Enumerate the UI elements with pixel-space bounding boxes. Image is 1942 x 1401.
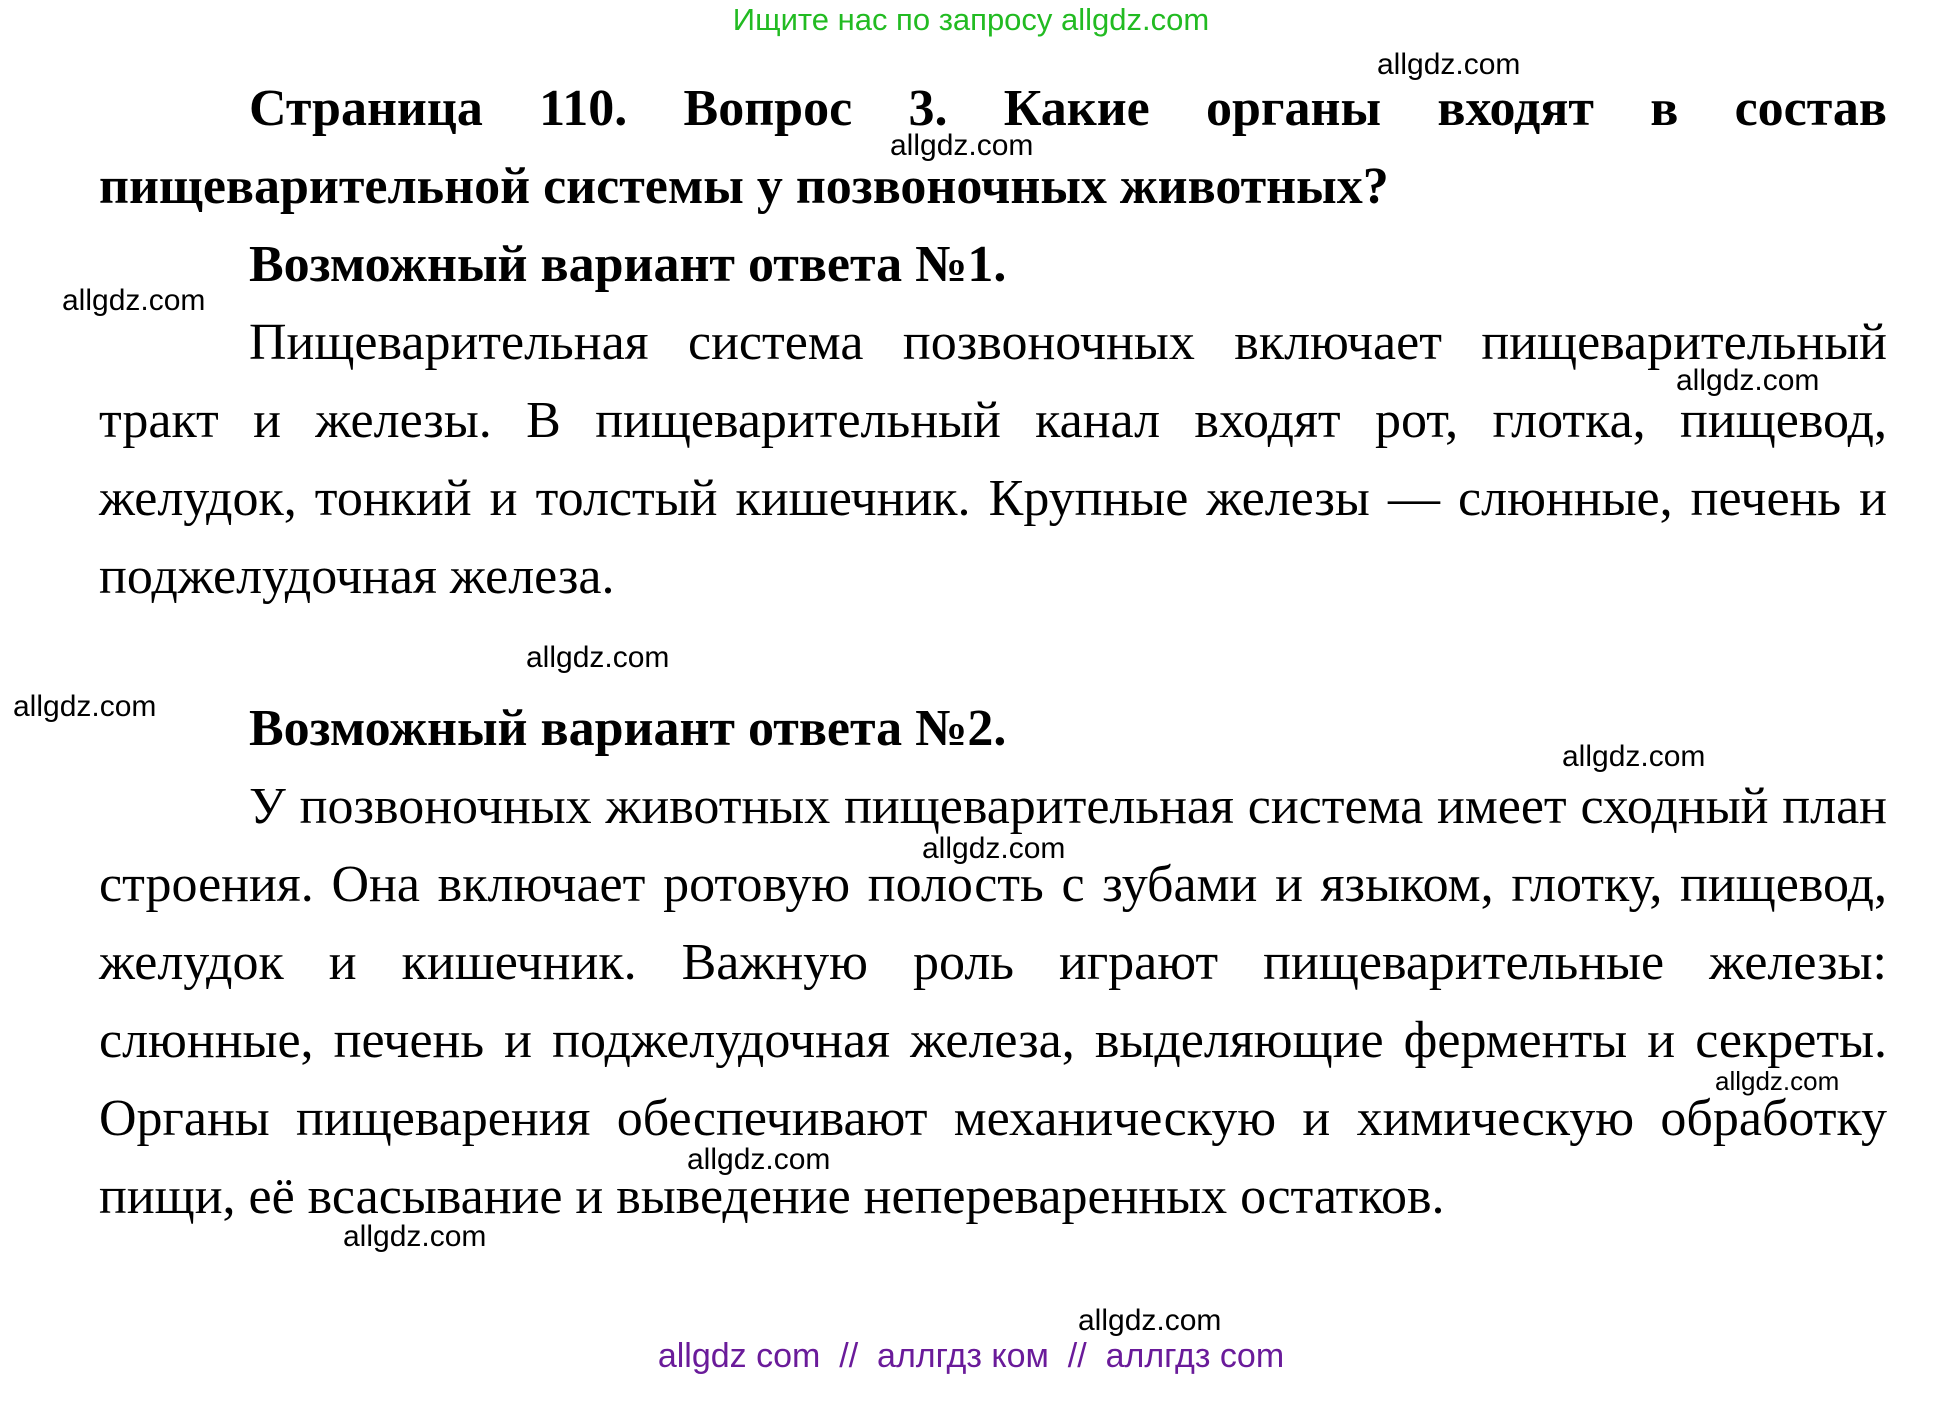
watermark: allgdz.com — [1377, 48, 1521, 81]
footer-links: allgdz com // аллгдз ком // аллгдз com — [657, 1337, 1285, 1375]
top-banner: Ищите нас по запросу allgdz.com — [732, 2, 1210, 37]
watermark: allgdz.com — [343, 1220, 487, 1253]
watermark: allgdz.com — [13, 690, 157, 723]
watermark: allgdz.com — [687, 1143, 831, 1176]
answer-1-text: Пищеварительная система позвоночных включает пищеварительный тракт и железы. В пищеварительный канал входят рот, глотка, пищевод, желудок, тонкий и толстый кишечник. Крупные железы — слюнные, печень и поджелудочная железа. — [99, 314, 1887, 605]
answer-1-title: Возможный вариант ответа №1. — [249, 236, 1007, 293]
watermark: allgdz.com — [1078, 1304, 1222, 1337]
watermark: allgdz.com — [526, 641, 670, 674]
watermark: allgdz.com — [1715, 1066, 1840, 1096]
watermark: allgdz.com — [890, 129, 1034, 162]
watermark: allgdz.com — [1676, 364, 1820, 397]
answer-2-text: У позвоночных животных пищеварительная система имеет сходный план строения. Она включает ротовую полость с зубами и языком, глотку, пищевод, желудок и кишечник. Важную роль играют пищеварительные железы: слюнные, печень и поджелудочная железа, выделяющие ферменты и секреты. Органы пищеварения обеспечивают механическую и химическую обработку пищи, её всасывание и выведение непереваренных остатков. — [99, 778, 1887, 1225]
answer-2-title: Возможный вариант ответа №2. — [249, 700, 1007, 757]
watermark: allgdz.com — [62, 284, 206, 317]
watermark: allgdz.com — [1562, 740, 1706, 773]
watermark: allgdz.com — [922, 832, 1066, 865]
question-heading: Страница 110. Вопрос 3. Какие органы входят в состав пищеварительной системы у позвоночных животных? — [99, 80, 1887, 215]
